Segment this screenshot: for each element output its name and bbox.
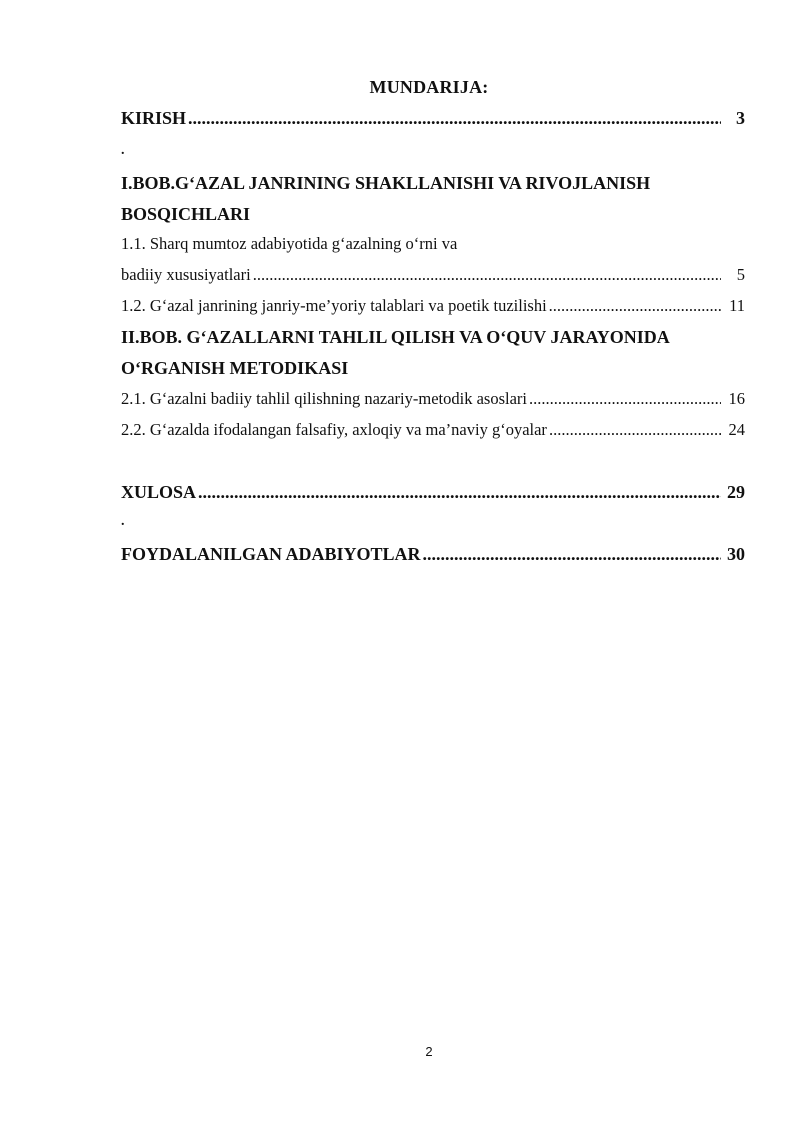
toc-entry-label: FOYDALANILGAN ADABIYOTLAR — [121, 544, 421, 564]
toc-entry-label: badiiy xususiyatlari — [121, 265, 251, 284]
dot-leader — [188, 108, 721, 129]
page-number: 2 — [425, 1044, 433, 1059]
toc-title: MUNDARIJA: — [369, 77, 489, 97]
toc-entry-label: 1.2. G‘azal janrining janriy-me’yoriy talablari va poetik tuzilishi — [121, 296, 547, 315]
chapter-2-heading-line1: II.BOB. G‘AZALLARNI TAHLIL QILISH VA O‘QUV JARAYONIDA — [121, 327, 670, 347]
toc-entry-label: KIRISH — [121, 108, 187, 128]
dot-leader — [529, 389, 721, 409]
toc-page-number: 24 — [728, 420, 745, 439]
chapter-2-heading — [121, 322, 741, 384]
dot-leader — [549, 420, 721, 440]
dot-leader — [198, 482, 721, 503]
toc-page-number: 3 — [736, 108, 745, 128]
dot-leader — [253, 265, 721, 285]
chapter-1-heading — [121, 168, 741, 230]
toc-page-number: 11 — [729, 296, 745, 315]
toc-entry-foydalanilgan — [121, 544, 745, 565]
toc-page-number: 16 — [728, 389, 745, 408]
stray-mark: . — [121, 143, 125, 158]
toc-entry-2-1 — [121, 389, 745, 409]
toc-entry-kirish — [121, 108, 745, 129]
toc-entry-xulosa — [121, 482, 745, 503]
chapter-2-heading-line2: O‘RGANISH METODIKASI — [121, 358, 349, 378]
toc-page-number: 5 — [736, 265, 745, 284]
toc-entry-1-2 — [121, 296, 745, 316]
toc-entry-1-1 — [121, 265, 745, 285]
toc-entry-label: 2.1. G‘azalni badiiy tahlil qilishning nazariy-metodik asoslari — [121, 389, 527, 408]
stray-mark: . — [121, 514, 125, 529]
toc-entry-label: XULOSA — [121, 482, 197, 502]
toc-entry-label: 2.2. G‘azalda ifodalangan falsafiy, axloqiy va ma’naviy g‘oyalar — [121, 420, 547, 439]
chapter-1-heading-line1: I.BOB.G‘AZAL JANRINING SHAKLLANISHI VA RIVOJLANISH — [121, 173, 651, 193]
toc-page-number: 30 — [727, 544, 745, 564]
dot-leader — [549, 296, 721, 316]
toc-entry-2-2 — [121, 420, 745, 440]
dot-leader — [423, 544, 721, 565]
section-1-1-line1: 1.1. Sharq mumtoz adabiyotida g‘azalning o‘rni va — [121, 234, 458, 253]
chapter-1-heading-line2: BOSQICHLARI — [121, 204, 251, 224]
toc-page-number: 29 — [727, 482, 745, 502]
